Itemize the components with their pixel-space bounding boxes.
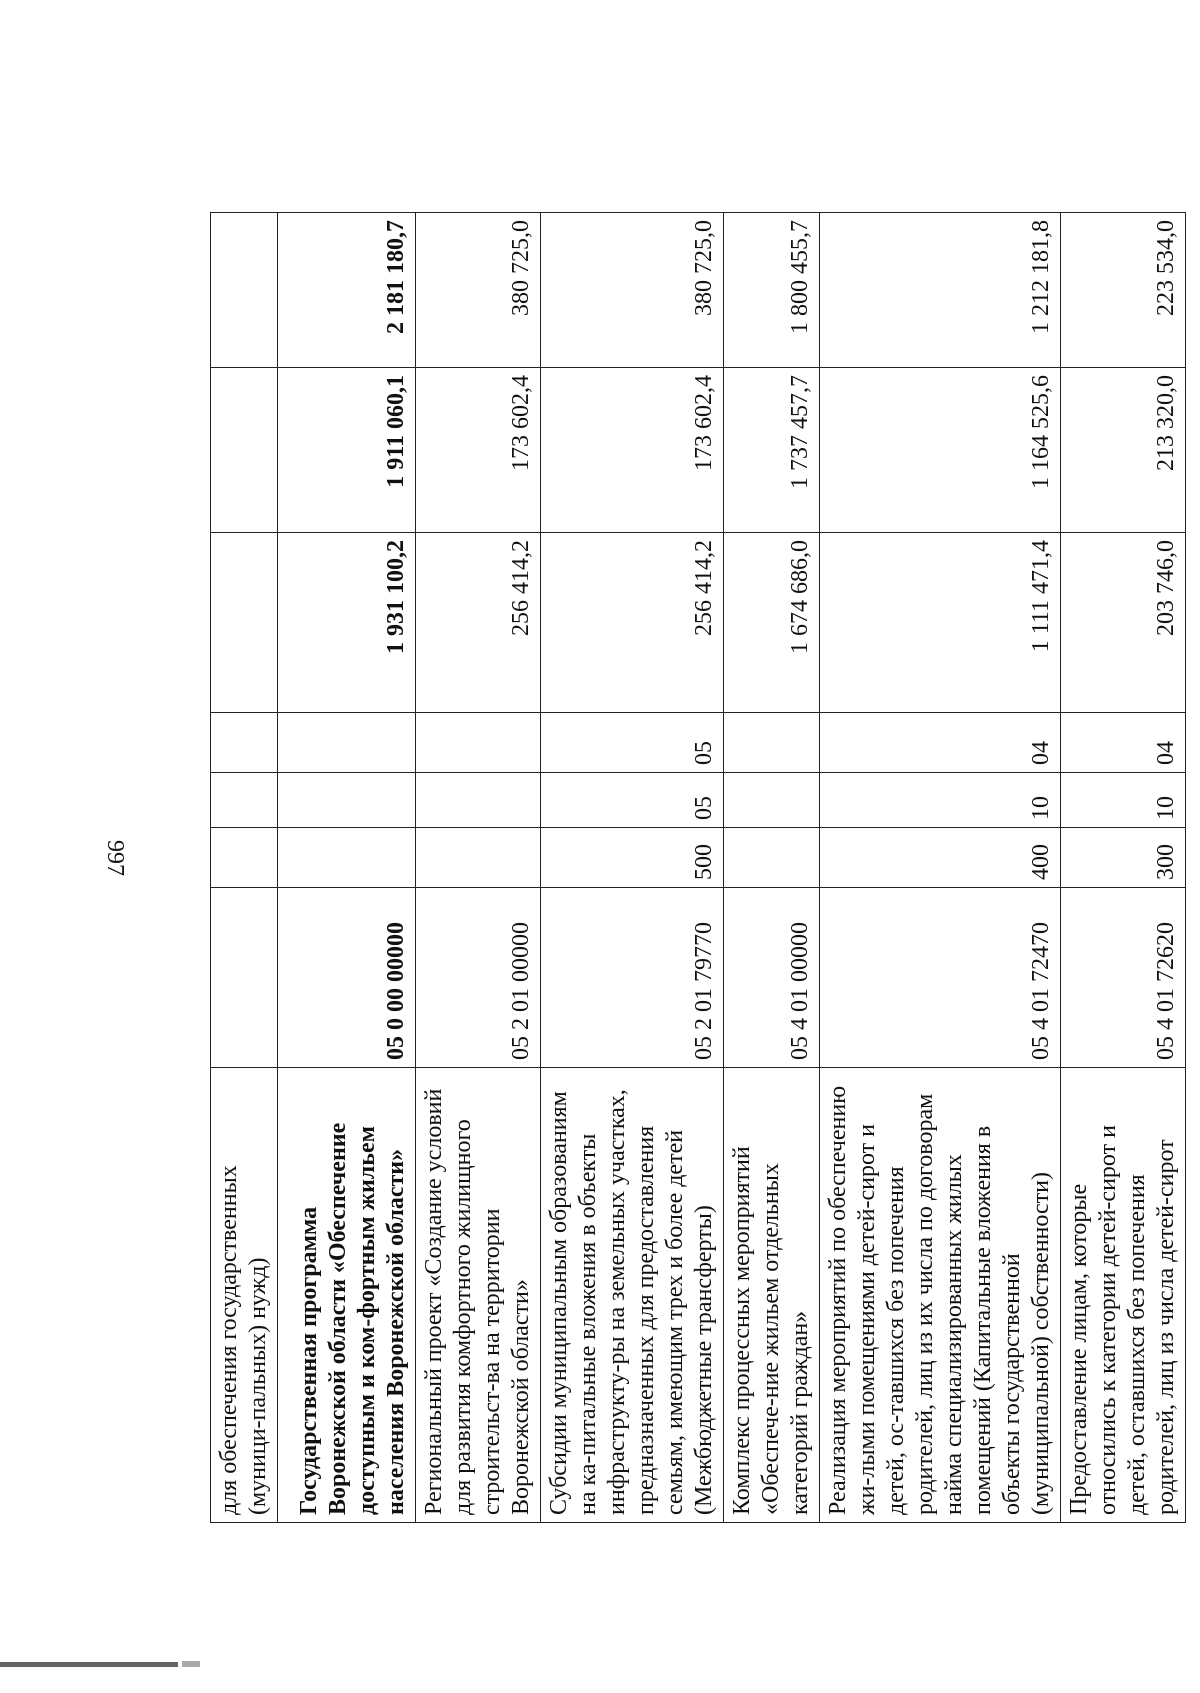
- amount-year2-cell: 1 164 525,6: [820, 368, 1061, 533]
- row-name-cell: Комплекс процессных мероприятий «Обеспече-ние жильем отдельных категорий граждан»: [724, 1068, 820, 1523]
- target-code-cell: 05 2 01 00000: [416, 888, 541, 1068]
- section-cell: [724, 773, 820, 828]
- budget-table: [210, 212, 1186, 1523]
- row-name-cell: Субсидии муниципальным образованиям на ка-питальные вложения в объекты инфраструкту-ры на земельных участках, предназначенных для предоставления семьям, имеющим трех и более детей (Межбюджетные трансферты): [541, 1068, 724, 1523]
- row-name-cell: Предоставление лицам, которые относились к категории детей-сирот и детей, оставшихся без попечения родителей, лиц из числа детей-сирот: [1061, 1068, 1186, 1523]
- amount-year3-cell: 1 212 181,8: [820, 213, 1061, 368]
- page-number: 997: [102, 840, 128, 876]
- expense-type-cell: [416, 828, 541, 888]
- amount-year1-cell: [211, 533, 278, 713]
- section-cell: 05: [541, 773, 724, 828]
- scan-artifact-line: [0, 1662, 178, 1667]
- expense-type-cell: [211, 828, 278, 888]
- row-name-cell: Региональный проект «Создание условий для развития комфортного жилищного строительст-ва на территории Воронежской области»: [416, 1068, 541, 1523]
- target-code-cell: [211, 888, 278, 1068]
- amount-year3-cell: 380 725,0: [541, 213, 724, 368]
- expense-type-cell: [724, 828, 820, 888]
- subsection-cell: 04: [820, 713, 1061, 773]
- section-cell: [278, 773, 416, 828]
- rotated-table-wrapper: [210, 213, 1179, 1523]
- expense-type-cell: [278, 828, 416, 888]
- target-code-cell: 05 4 01 72620: [1061, 888, 1186, 1068]
- amount-year3-cell: 1 800 455,7: [724, 213, 820, 368]
- amount-year3-cell: 223 534,0: [1061, 213, 1186, 368]
- subsection-cell: [416, 713, 541, 773]
- amount-year1-cell: 256 414,2: [541, 533, 724, 713]
- row-name-cell: Государственная программа Воронежской области «Обеспечение доступным и ком-фортным жильем населения Воронежской области»: [278, 1068, 416, 1523]
- section-cell: 10: [820, 773, 1061, 828]
- amount-year2-cell: 173 602,4: [416, 368, 541, 533]
- amount-year1-cell: 203 746,0: [1061, 533, 1186, 713]
- amount-year2-cell: 1 737 457,7: [724, 368, 820, 533]
- section-cell: [211, 773, 278, 828]
- table-row: [1061, 213, 1186, 1523]
- amount-year2-cell: [211, 368, 278, 533]
- amount-year3-cell: [211, 213, 278, 368]
- expense-type-cell: 400: [820, 828, 1061, 888]
- section-cell: 10: [1061, 773, 1186, 828]
- table-row: [416, 213, 541, 1523]
- target-code-cell: 05 0 00 00000: [278, 888, 416, 1068]
- row-name-cell: Реализация мероприятий по обеспечению жи-лыми помещениями детей-сирот и детей, ос-тавшихся без попечения родителей, лиц из их числа по договорам найма специализированных жилых помещений (Капитальные вложения в объекты государственной (муниципальной) собственности): [820, 1068, 1061, 1523]
- table-body: [211, 213, 1186, 1523]
- amount-year2-cell: 173 602,4: [541, 368, 724, 533]
- subsection-cell: [724, 713, 820, 773]
- scan-artifact-dot: [182, 1661, 200, 1667]
- target-code-cell: 05 4 01 00000: [724, 888, 820, 1068]
- target-code-cell: 05 4 01 72470: [820, 888, 1061, 1068]
- amount-year2-cell: 213 320,0: [1061, 368, 1186, 533]
- amount-year1-cell: 1 674 686,0: [724, 533, 820, 713]
- amount-year3-cell: 380 725,0: [416, 213, 541, 368]
- table-row: [278, 213, 416, 1523]
- subsection-cell: 05: [541, 713, 724, 773]
- amount-year1-cell: 256 414,2: [416, 533, 541, 713]
- subsection-cell: [278, 713, 416, 773]
- subsection-cell: [211, 713, 278, 773]
- table-row: [211, 213, 278, 1523]
- expense-type-cell: 500: [541, 828, 724, 888]
- amount-year1-cell: 1 931 100,2: [278, 533, 416, 713]
- table-row: [541, 213, 724, 1523]
- table-row: [724, 213, 820, 1523]
- subsection-cell: 04: [1061, 713, 1186, 773]
- amount-year1-cell: 1 111 471,4: [820, 533, 1061, 713]
- row-name-cell: для обеспечения государственных (муници-пальных) нужд): [211, 1068, 278, 1523]
- table-row: [820, 213, 1061, 1523]
- expense-type-cell: 300: [1061, 828, 1186, 888]
- amount-year3-cell: 2 181 180,7: [278, 213, 416, 368]
- target-code-cell: 05 2 01 79770: [541, 888, 724, 1068]
- amount-year2-cell: 1 911 060,1: [278, 368, 416, 533]
- section-cell: [416, 773, 541, 828]
